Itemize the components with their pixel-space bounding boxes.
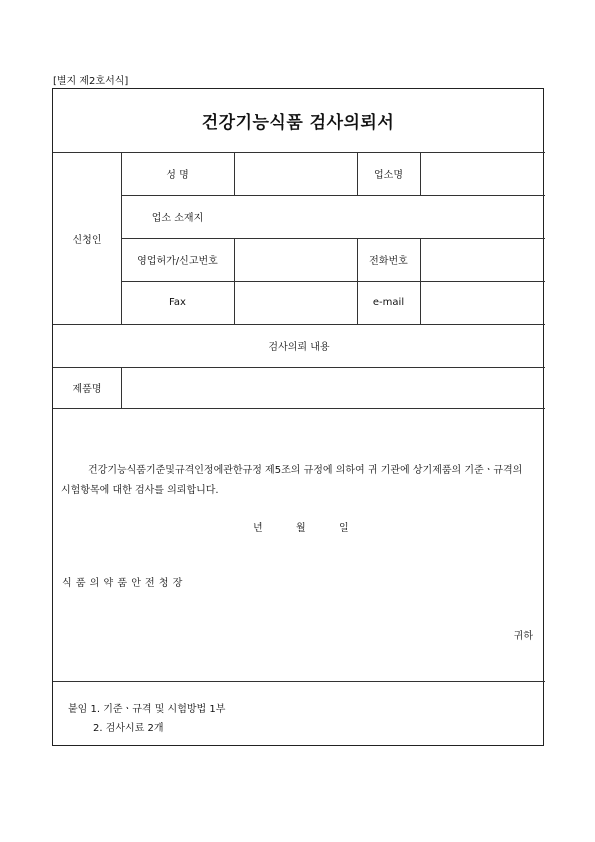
address-label: 업소 소재지	[151, 213, 204, 224]
form-number-label: [별지 제2호서식]	[53, 76, 129, 87]
license-number-field[interactable]	[234, 238, 357, 281]
divider	[53, 681, 545, 682]
attachment-item-2: 2. 검사시료 2개	[93, 723, 164, 734]
license-number-label: 영업허가/신고번호	[137, 256, 218, 267]
fax-label: Fax	[169, 297, 186, 308]
form-title: 건강기능식품 검사의뢰서	[201, 113, 395, 133]
business-name-field[interactable]	[420, 152, 545, 195]
recipient-agency: 식 품 의 약 품 안 전 청 장	[62, 578, 183, 589]
name-label: 성 명	[166, 170, 189, 181]
request-statement: 건강기능식품기준및규격인정에관한규정 제5조의 규정에 의하여 귀 기관에 상기제품의 기준ㆍ규격의 시험항목에 대한 검사를 의뢰합니다.	[61, 465, 523, 496]
product-name-label: 제품명	[72, 384, 102, 395]
address-field[interactable]	[234, 195, 545, 238]
applicant-section-label: 신청인	[72, 234, 102, 246]
honorific: 귀하	[513, 631, 533, 642]
request-content-header: 검사의뢰 내용	[268, 342, 330, 353]
product-name-field[interactable]	[121, 367, 545, 408]
email-field[interactable]	[420, 281, 545, 324]
date-month-label: 월	[296, 523, 306, 534]
email-label: e-mail	[372, 297, 405, 308]
business-name-label: 업소명	[374, 170, 403, 181]
date-year-label: 년	[253, 523, 263, 534]
date-day-label: 일	[339, 523, 349, 534]
divider	[53, 408, 545, 409]
attachment-item-1: 붙임 1. 기준ㆍ규격 및 시험방법 1부	[68, 704, 226, 715]
inspection-request-form	[52, 88, 544, 746]
name-field[interactable]	[234, 152, 357, 195]
phone-label: 전화번호	[369, 256, 408, 267]
fax-field[interactable]	[234, 281, 357, 324]
phone-field[interactable]	[420, 238, 545, 281]
